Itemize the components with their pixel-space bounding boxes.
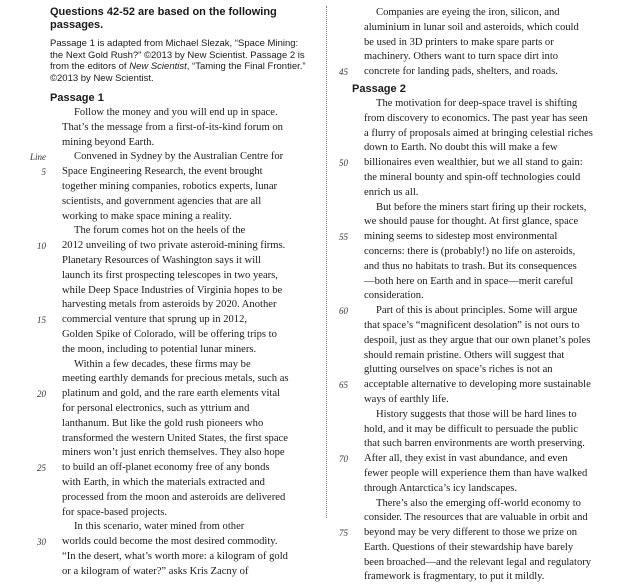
text-line xyxy=(50,491,308,506)
text-line xyxy=(352,511,622,526)
text-line xyxy=(352,570,622,585)
line-text: commercial venture that sprung up in 2012, xyxy=(62,314,248,326)
line-text: the mineral bounty and spin-off technologies could xyxy=(364,171,581,183)
line-text: lanthanum. But like the gold rush pioneers who xyxy=(62,417,264,429)
text-line xyxy=(29,150,308,165)
text-line xyxy=(50,224,308,239)
line-text: —both here on Earth and in space—merit careful xyxy=(364,275,574,287)
text-line xyxy=(352,408,622,423)
text-line xyxy=(50,476,308,491)
line-text: mining seems to sidestep most environmental xyxy=(364,231,558,243)
left-column xyxy=(29,6,308,580)
text-line xyxy=(352,423,622,438)
text-line xyxy=(50,284,308,299)
line-text: Part of this is about principles. Some will argue xyxy=(376,305,578,317)
line-number: 65 xyxy=(339,380,348,391)
line-text: to build an off-planet economy free of any bonds xyxy=(62,462,270,474)
line-text: a flurry of proposals aimed at bringing celestial riches xyxy=(364,127,593,139)
line-number: 30 xyxy=(37,537,46,548)
text-line xyxy=(352,21,622,36)
line-text: that such barren environments are worth preserving. xyxy=(364,438,585,450)
passage1-title: Passage 1 xyxy=(50,92,104,104)
text-line xyxy=(50,432,308,447)
line-text: glutting ourselves on space’s riches is not an xyxy=(364,364,553,376)
text-line xyxy=(352,141,622,156)
line-text: from discovery to economics. The past year has seen xyxy=(364,112,588,124)
text-line xyxy=(50,328,308,343)
line-text: should remain pristine. Others will suggest that xyxy=(364,349,565,361)
line-number: 60 xyxy=(339,306,348,317)
text-line xyxy=(50,372,308,387)
line-text: The forum comes hot on the heels of the xyxy=(74,225,246,237)
text-line xyxy=(50,298,308,313)
line-text: with Earth, in which the materials extracted and xyxy=(62,476,265,488)
text-line xyxy=(50,550,308,565)
line-text: beyond may be very different to those we prize on xyxy=(364,527,578,539)
line-text: aluminium in lunar soil and asteroids, which could xyxy=(364,21,579,33)
text-line xyxy=(50,136,308,151)
line-text: enrich us all. xyxy=(364,186,419,198)
passage1-continued xyxy=(339,6,622,80)
text-line xyxy=(352,319,622,334)
intro-source2: , “Taming the Final Frontier.” ©2013 by New Scientist. xyxy=(50,61,306,84)
line-number: 55 xyxy=(339,232,348,243)
text-line xyxy=(339,156,622,171)
line-text: machinery. Others want to turn space dirt into xyxy=(364,51,559,63)
text-line xyxy=(339,378,622,393)
line-text: framework is fragmentary, to put it mildly. xyxy=(364,571,545,583)
line-text: consider. The resources that are valuable in orbit and xyxy=(364,512,588,524)
text-line xyxy=(37,313,308,328)
text-line xyxy=(352,127,622,142)
text-line xyxy=(339,526,622,541)
line-text: mining beyond Earth. xyxy=(62,136,155,148)
line-text: meeting earthly demands for precious metals, such as xyxy=(62,373,289,385)
text-line xyxy=(41,165,308,180)
line-text: Follow the money and you will end up in space. xyxy=(74,107,278,118)
line-text: acceptable alternative to developing more sustainable xyxy=(364,379,591,391)
line-text: platinum and gold, and the rare earth elements vital xyxy=(62,388,280,400)
text-line xyxy=(50,506,308,521)
text-line xyxy=(352,349,622,364)
text-line xyxy=(50,254,308,269)
line-text: while Deep Space Industries of Virginia hopes to be xyxy=(62,284,283,296)
column-divider xyxy=(326,6,327,518)
text-line xyxy=(352,393,622,408)
line-text: consideration. xyxy=(364,290,424,302)
line-text: that space’s “magnificent desolation” is not ours to xyxy=(364,319,580,331)
text-line xyxy=(352,541,622,556)
text-line xyxy=(37,239,308,254)
line-text: and thus no habitats to trash. But its consequences xyxy=(364,260,577,272)
line-text: be used in 3D printers to make spare parts or xyxy=(364,36,554,48)
line-text: hold, and it may be difficult to persuade the public xyxy=(364,423,578,435)
text-line xyxy=(352,482,622,497)
text-line xyxy=(352,260,622,275)
text-line xyxy=(352,289,622,304)
line-number: 50 xyxy=(339,158,348,169)
text-line xyxy=(50,180,308,195)
line-text: despoil, just as they argue that our own planet’s poles xyxy=(364,334,591,346)
line-number: 10 xyxy=(37,241,46,252)
line-number: 15 xyxy=(37,315,46,326)
line-text: History suggests that those will be hard lines to xyxy=(376,408,577,420)
line-text: launch its first prospecting telescopes in two years, xyxy=(62,269,278,281)
text-line xyxy=(50,106,308,121)
text-line xyxy=(50,520,308,535)
text-line xyxy=(352,334,622,349)
text-line xyxy=(339,65,622,80)
text-line xyxy=(339,230,622,245)
line-text: scientists, and government agencies that are all xyxy=(62,195,262,207)
text-line xyxy=(352,50,622,65)
text-line xyxy=(352,6,622,21)
text-line xyxy=(37,461,308,476)
text-line xyxy=(352,201,622,216)
line-text: for space-based projects. xyxy=(62,506,168,518)
line-text: working to make space mining a reality. xyxy=(62,210,232,222)
text-line xyxy=(50,269,308,284)
line-number: 20 xyxy=(37,389,46,400)
line-text: Convened in Sydney by the Australian Centre for xyxy=(74,151,284,163)
line-text: After all, they exist in vast abundance, and even xyxy=(364,453,568,465)
text-line xyxy=(50,402,308,417)
line-number: 5 xyxy=(41,167,46,178)
line-text: the moon, including to potential lunar miners. xyxy=(62,343,257,355)
text-line xyxy=(352,275,622,290)
line-text: Space Engineering Research, the event brought xyxy=(62,166,263,178)
text-line xyxy=(339,452,622,467)
line-text: Earth. Questions of their stewardship have barely xyxy=(364,541,574,553)
passage-intro xyxy=(50,38,308,84)
line-text: been broached—and the relevant legal and regulatory xyxy=(364,556,592,568)
text-line xyxy=(352,467,622,482)
right-column xyxy=(339,6,622,585)
line-text: But before the miners start firing up their rockets, xyxy=(376,201,587,213)
line-number: 70 xyxy=(339,454,348,465)
text-line xyxy=(50,358,308,373)
line-text: Golden Spike of Colorado, will be offering trips to xyxy=(62,328,277,340)
line-text: There’s also the emerging off-world economy to xyxy=(376,497,581,509)
text-line xyxy=(37,535,308,550)
text-line xyxy=(50,343,308,358)
line-text: miners won’t just enrich themselves. They also hope xyxy=(62,447,285,459)
passage2-title: Passage 2 xyxy=(352,82,406,95)
passage1-body xyxy=(29,106,308,580)
text-line xyxy=(352,215,622,230)
line-text: In this scenario, water mined from other xyxy=(74,521,245,533)
line-text: Within a few decades, these firms may be xyxy=(74,358,251,370)
text-line xyxy=(352,245,622,260)
line-text: “In the desert, what’s worth more: a kilogram of gold xyxy=(62,550,288,562)
line-text: Planetary Resources of Washington says it will xyxy=(62,254,262,266)
passage2-body xyxy=(339,97,622,585)
text-line xyxy=(339,304,622,319)
text-line xyxy=(37,387,308,402)
intro-source1: Passage 1 is adapted from Michael Slezak, “Space Mining: the Next Gold Rush?” ©2013 by New Scientist. Passage 2 is from the editors of xyxy=(50,38,305,72)
line-number: 25 xyxy=(37,463,46,474)
line-text: transformed the western United States, the first space xyxy=(62,432,288,444)
line-text: for personal electronics, such as yttrium and xyxy=(62,402,250,414)
line-number: Line xyxy=(29,152,46,163)
line-text: processed from the moon and asteroids are delivered xyxy=(62,491,286,503)
text-line xyxy=(352,97,622,112)
text-line xyxy=(352,437,622,452)
line-text: we should pause for thought. At first glance, space xyxy=(364,216,579,228)
line-text: harvesting metals from asteroids by 2020. Another xyxy=(62,299,277,311)
text-line xyxy=(50,417,308,432)
line-text: The motivation for deep-space travel is shifting xyxy=(376,97,578,109)
text-line xyxy=(50,210,308,225)
line-text: concrete for landing pads, shelters, and roads. xyxy=(364,66,558,78)
line-text: together mining companies, robotics experts, lunar xyxy=(62,180,278,192)
text-line xyxy=(50,446,308,461)
text-line xyxy=(352,497,622,512)
line-text: concerns: there is (probably!) no life on asteroids, xyxy=(364,245,576,257)
line-text: worlds could become the most desired commodity. xyxy=(62,536,278,548)
text-line xyxy=(50,121,308,136)
text-line xyxy=(352,363,622,378)
line-number: 75 xyxy=(339,528,348,539)
intro-publication: New Scientist xyxy=(129,61,187,72)
line-text: billionaires even wealthier, but we all stand to gain: xyxy=(364,157,583,169)
line-text: down to Earth. No doubt this will make a few xyxy=(364,142,558,154)
text-line xyxy=(352,112,622,127)
line-text: through Antarctica’s icy landscapes. xyxy=(364,482,517,494)
line-text: fewer people will experience them than have walked xyxy=(364,467,588,479)
text-line xyxy=(50,195,308,210)
questions-heading: Questions 42-52 are based on the following passages. xyxy=(50,6,277,31)
line-text: ways of earthly life. xyxy=(364,393,449,405)
text-line xyxy=(352,171,622,186)
line-text: 2012 unveiling of two private asteroid-mining firms. xyxy=(62,240,286,252)
line-number: 45 xyxy=(339,67,348,78)
text-line xyxy=(352,36,622,51)
text-line xyxy=(352,186,622,201)
line-text: or a kilogram of water?” asks Kris Zacny of xyxy=(62,565,249,577)
text-line xyxy=(352,556,622,571)
text-line xyxy=(50,565,308,580)
line-text: That’s the message from a first-of-its-kind forum on xyxy=(62,121,283,133)
line-text: Companies are eyeing the iron, silicon, and xyxy=(376,7,560,18)
